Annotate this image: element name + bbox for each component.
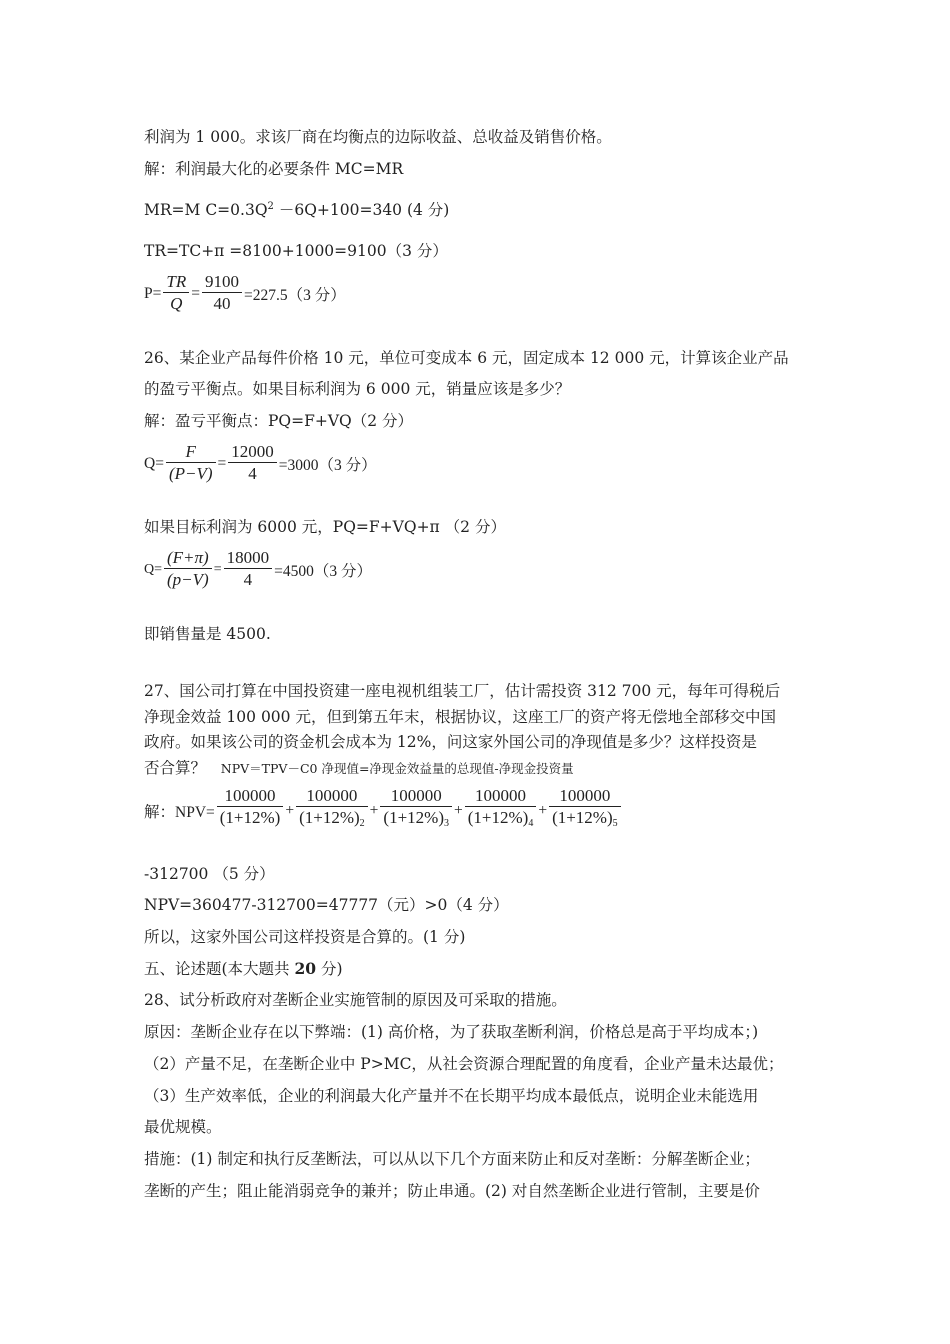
denominator-base: (1+12%) xyxy=(299,808,360,827)
fraction xyxy=(163,272,189,315)
denominator xyxy=(380,806,452,835)
denominator: 4 xyxy=(228,462,277,485)
equation-price xyxy=(144,272,346,315)
section-heading xyxy=(144,958,343,980)
fraction xyxy=(202,272,242,315)
exponent: 3 xyxy=(443,818,449,829)
text-line xyxy=(144,196,449,221)
exponent: 4 xyxy=(528,818,534,829)
numerator: F xyxy=(185,442,196,461)
denominator xyxy=(217,806,284,835)
text-line: 即销售量是 4500. xyxy=(144,625,271,643)
plus-sign: + xyxy=(538,801,548,819)
npv-term-fraction xyxy=(465,786,537,835)
superscript: 2 xyxy=(267,201,274,212)
text-line: 的盈亏平衡点。如果目标利润为 6 000 元，销量应该是多少？ xyxy=(144,380,571,398)
denominator: (P−V) xyxy=(166,462,216,485)
text-line: 原因：垄断企业存在以下弊端：(1) 高价格，为了获取垄断利润，价格总是高于平均成本；) xyxy=(144,1023,759,1041)
npv-term-fraction xyxy=(217,786,284,835)
text-line: （3）生产效率低，企业的利润最大化产量并不在长期平均成本最低点，说明企业未能选用 xyxy=(144,1087,759,1105)
text-line: （2）产量不足，在垄断企业中 P>MC，从社会资源合理配置的角度看，企业产量未达最优； xyxy=(144,1055,784,1073)
text-line: 26、某企业产品每件价格 10 元，单位可变成本 6 元，固定成本 12 000 元，计算该企业产品 xyxy=(144,349,789,367)
exponent: 2 xyxy=(359,818,365,829)
equation-label: 解：NPV= xyxy=(144,803,215,821)
text-line: NPV=360477-312700=47777（元）>0（4 分） xyxy=(144,896,509,914)
numerator: 18000 xyxy=(226,548,270,567)
denominator xyxy=(296,806,368,835)
text-line: 如果目标利润为 6000 元，PQ=F+VQ+π （2 分） xyxy=(144,518,506,536)
text-line: 措施：(1) 制定和执行反垄断法，可以从以下几个方面来防止和反对垄断：分解垄断企业； xyxy=(144,1150,760,1168)
numerator: 100000 xyxy=(475,786,527,805)
text-fragment: 20 xyxy=(294,959,317,978)
numerator: 100000 xyxy=(390,786,442,805)
numerator: 9100 xyxy=(204,272,239,291)
denominator: Q xyxy=(163,292,189,315)
equation-label: Q= xyxy=(144,561,163,577)
denominator-base: (1+12%) xyxy=(219,808,281,827)
denominator-base: (1+12%) xyxy=(383,808,444,827)
formula-note: NPV＝TPV－C0 净现值=净现金效益量的总现值-净现金投资量 xyxy=(220,761,574,776)
numerator: 12000 xyxy=(231,442,274,461)
equation-label: Q= xyxy=(144,454,164,472)
exponent: 5 xyxy=(612,818,618,829)
denominator xyxy=(549,806,621,835)
text-line: 解：利润最大化的必要条件 MC=MR xyxy=(144,160,404,178)
text-line: 解：盈亏平衡点：PQ=F+VQ（2 分） xyxy=(144,412,414,430)
equals-sign: = xyxy=(217,454,227,472)
denominator xyxy=(465,806,537,835)
denominator: 40 xyxy=(202,292,242,315)
equals-sign: = xyxy=(191,284,200,302)
text-line: 垄断的产生；阻止能消弱竞争的兼并；防止串通。(2) 对自然垄断企业进行管制，主要是价 xyxy=(144,1182,760,1200)
equation-target-volume xyxy=(144,548,372,591)
numerator: (F+π) xyxy=(167,548,209,567)
npv-term-fraction xyxy=(380,786,452,835)
plus-sign: + xyxy=(453,801,463,819)
text-line: 27、国公司打算在中国投资建一座电视机组装工厂，估计需投资 312 700 元，每年可得税后 xyxy=(144,682,781,700)
numerator: 100000 xyxy=(306,786,358,805)
equation-result: =227.5（3 分） xyxy=(243,286,346,304)
text-line: 所以，这家外国公司这样投资是合算的。(1 分) xyxy=(144,928,466,946)
equation-breakeven xyxy=(144,442,377,485)
equation-result: =3000（3 分） xyxy=(278,456,377,474)
text-line: -312700 （5 分） xyxy=(144,865,275,883)
denominator-base: (1+12%) xyxy=(552,808,613,827)
text-line: 利润为 1 000。求该厂商在均衡点的边际收益、总收益及销售价格。 xyxy=(144,128,612,146)
text-fragment: －6Q+100=340 (4 分) xyxy=(273,201,450,219)
denominator: (p−V) xyxy=(164,568,212,591)
numerator: 100000 xyxy=(559,786,611,805)
plus-sign: + xyxy=(369,801,379,819)
npv-term-fraction xyxy=(296,786,368,835)
text-line: 28、试分析政府对垄断企业实施管制的原因及可采取的措施。 xyxy=(144,991,567,1009)
text-fragment: 否合算？ xyxy=(144,759,207,777)
text-fragment: MR=M C=0.3Q xyxy=(144,201,268,219)
text-fragment: 五、论述题(本大题共 xyxy=(144,960,295,978)
fraction xyxy=(164,548,212,591)
denominator-base: (1+12%) xyxy=(467,808,529,827)
fraction xyxy=(166,442,216,485)
text-line: 政府。如果该公司的资金机会成本为 12%，问这家外国公司的净现值是多少？这样投资是 xyxy=(144,733,757,751)
plus-sign: + xyxy=(285,801,295,819)
equals-sign: = xyxy=(213,561,222,577)
equation-npv xyxy=(144,786,623,835)
fraction xyxy=(228,442,277,485)
text-line: 最优规模。 xyxy=(144,1118,222,1136)
text-line: TR=TC+π =8100+1000=9100（3 分） xyxy=(144,242,448,260)
npv-term-fraction xyxy=(549,786,621,835)
text-line xyxy=(144,757,574,780)
text-fragment: 分) xyxy=(316,960,343,978)
equation-label: P= xyxy=(144,284,162,302)
denominator: 4 xyxy=(224,568,273,591)
fraction xyxy=(224,548,273,591)
numerator: TR xyxy=(166,272,187,291)
text-line: 净现金效益 100 000 元，但到第五年末，根据协议，这座工厂的资产将无偿地全部移交中国 xyxy=(144,708,776,726)
equation-result: =4500（3 分） xyxy=(274,562,372,580)
numerator: 100000 xyxy=(224,786,276,805)
